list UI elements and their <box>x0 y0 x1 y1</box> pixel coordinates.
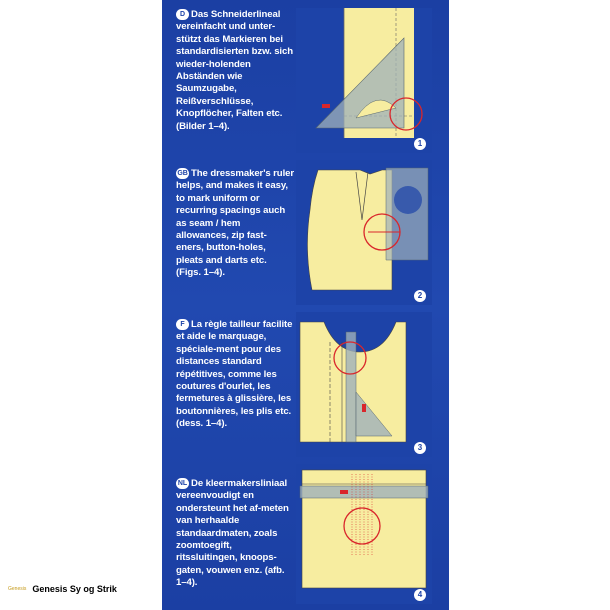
brand-name: Genesis Sy og Strik <box>32 584 117 594</box>
figure-number-4: 4 <box>414 589 426 601</box>
figure-number-1: 1 <box>414 138 426 150</box>
figure-1-illustration <box>296 8 432 153</box>
figure-3-illustration <box>296 312 432 457</box>
brand-logo: Genesis <box>8 586 27 592</box>
figure-2-illustration <box>296 160 432 305</box>
language-badge-gb: GB <box>177 170 188 177</box>
language-badge-nl: NL <box>177 480 188 487</box>
section-gb <box>176 168 294 280</box>
section-text-fr: La règle tailleur facilite et aide le marquage, spéciale-ment pour des distances standard répétitives, comme les coutures d'ourlet, les fermetures à glissière, les boutonnières, les plis etc. (dess. 1–4). <box>176 319 293 430</box>
section-text-nl: De kleermakersliniaal vereenvoudigt en ondersteunt het af-meten van herhaalde standaardmaten, zoals zoomtoegift, ritssluitingen, knoops-gaten, vouwen enz. (afb. 1–4). <box>176 478 289 589</box>
figure-4-illustration <box>296 464 432 604</box>
figure-number-3: 3 <box>414 442 426 454</box>
footer <box>8 584 117 594</box>
figure-4 <box>296 464 432 604</box>
figure-1 <box>296 8 432 153</box>
section-text-de: Das Schneiderlineal vereinfacht und unter-stützt das Markieren bei standardisierten bzw. sich wieder-holenden Abständen wie Saumzugabe, Reißverschlüsse, Knopflöcher, Falten etc. (Bilder 1–4). <box>176 9 293 132</box>
figure-number-2: 2 <box>414 290 426 302</box>
section-fr <box>176 319 294 431</box>
figure-3 <box>296 312 432 457</box>
section-nl <box>176 478 294 590</box>
figure-2 <box>296 160 432 305</box>
language-badge-de: D <box>176 9 189 20</box>
language-badge-fr: F <box>176 319 189 330</box>
section-text-gb: The dressmaker's ruler helps, and makes it easy, to mark uniform or recurring spacings auch as seam / hem allowances, zip fast-eners, button-holes, pleats and darts etc. (Figs. 1–4). <box>176 168 295 279</box>
section-de <box>176 9 294 133</box>
